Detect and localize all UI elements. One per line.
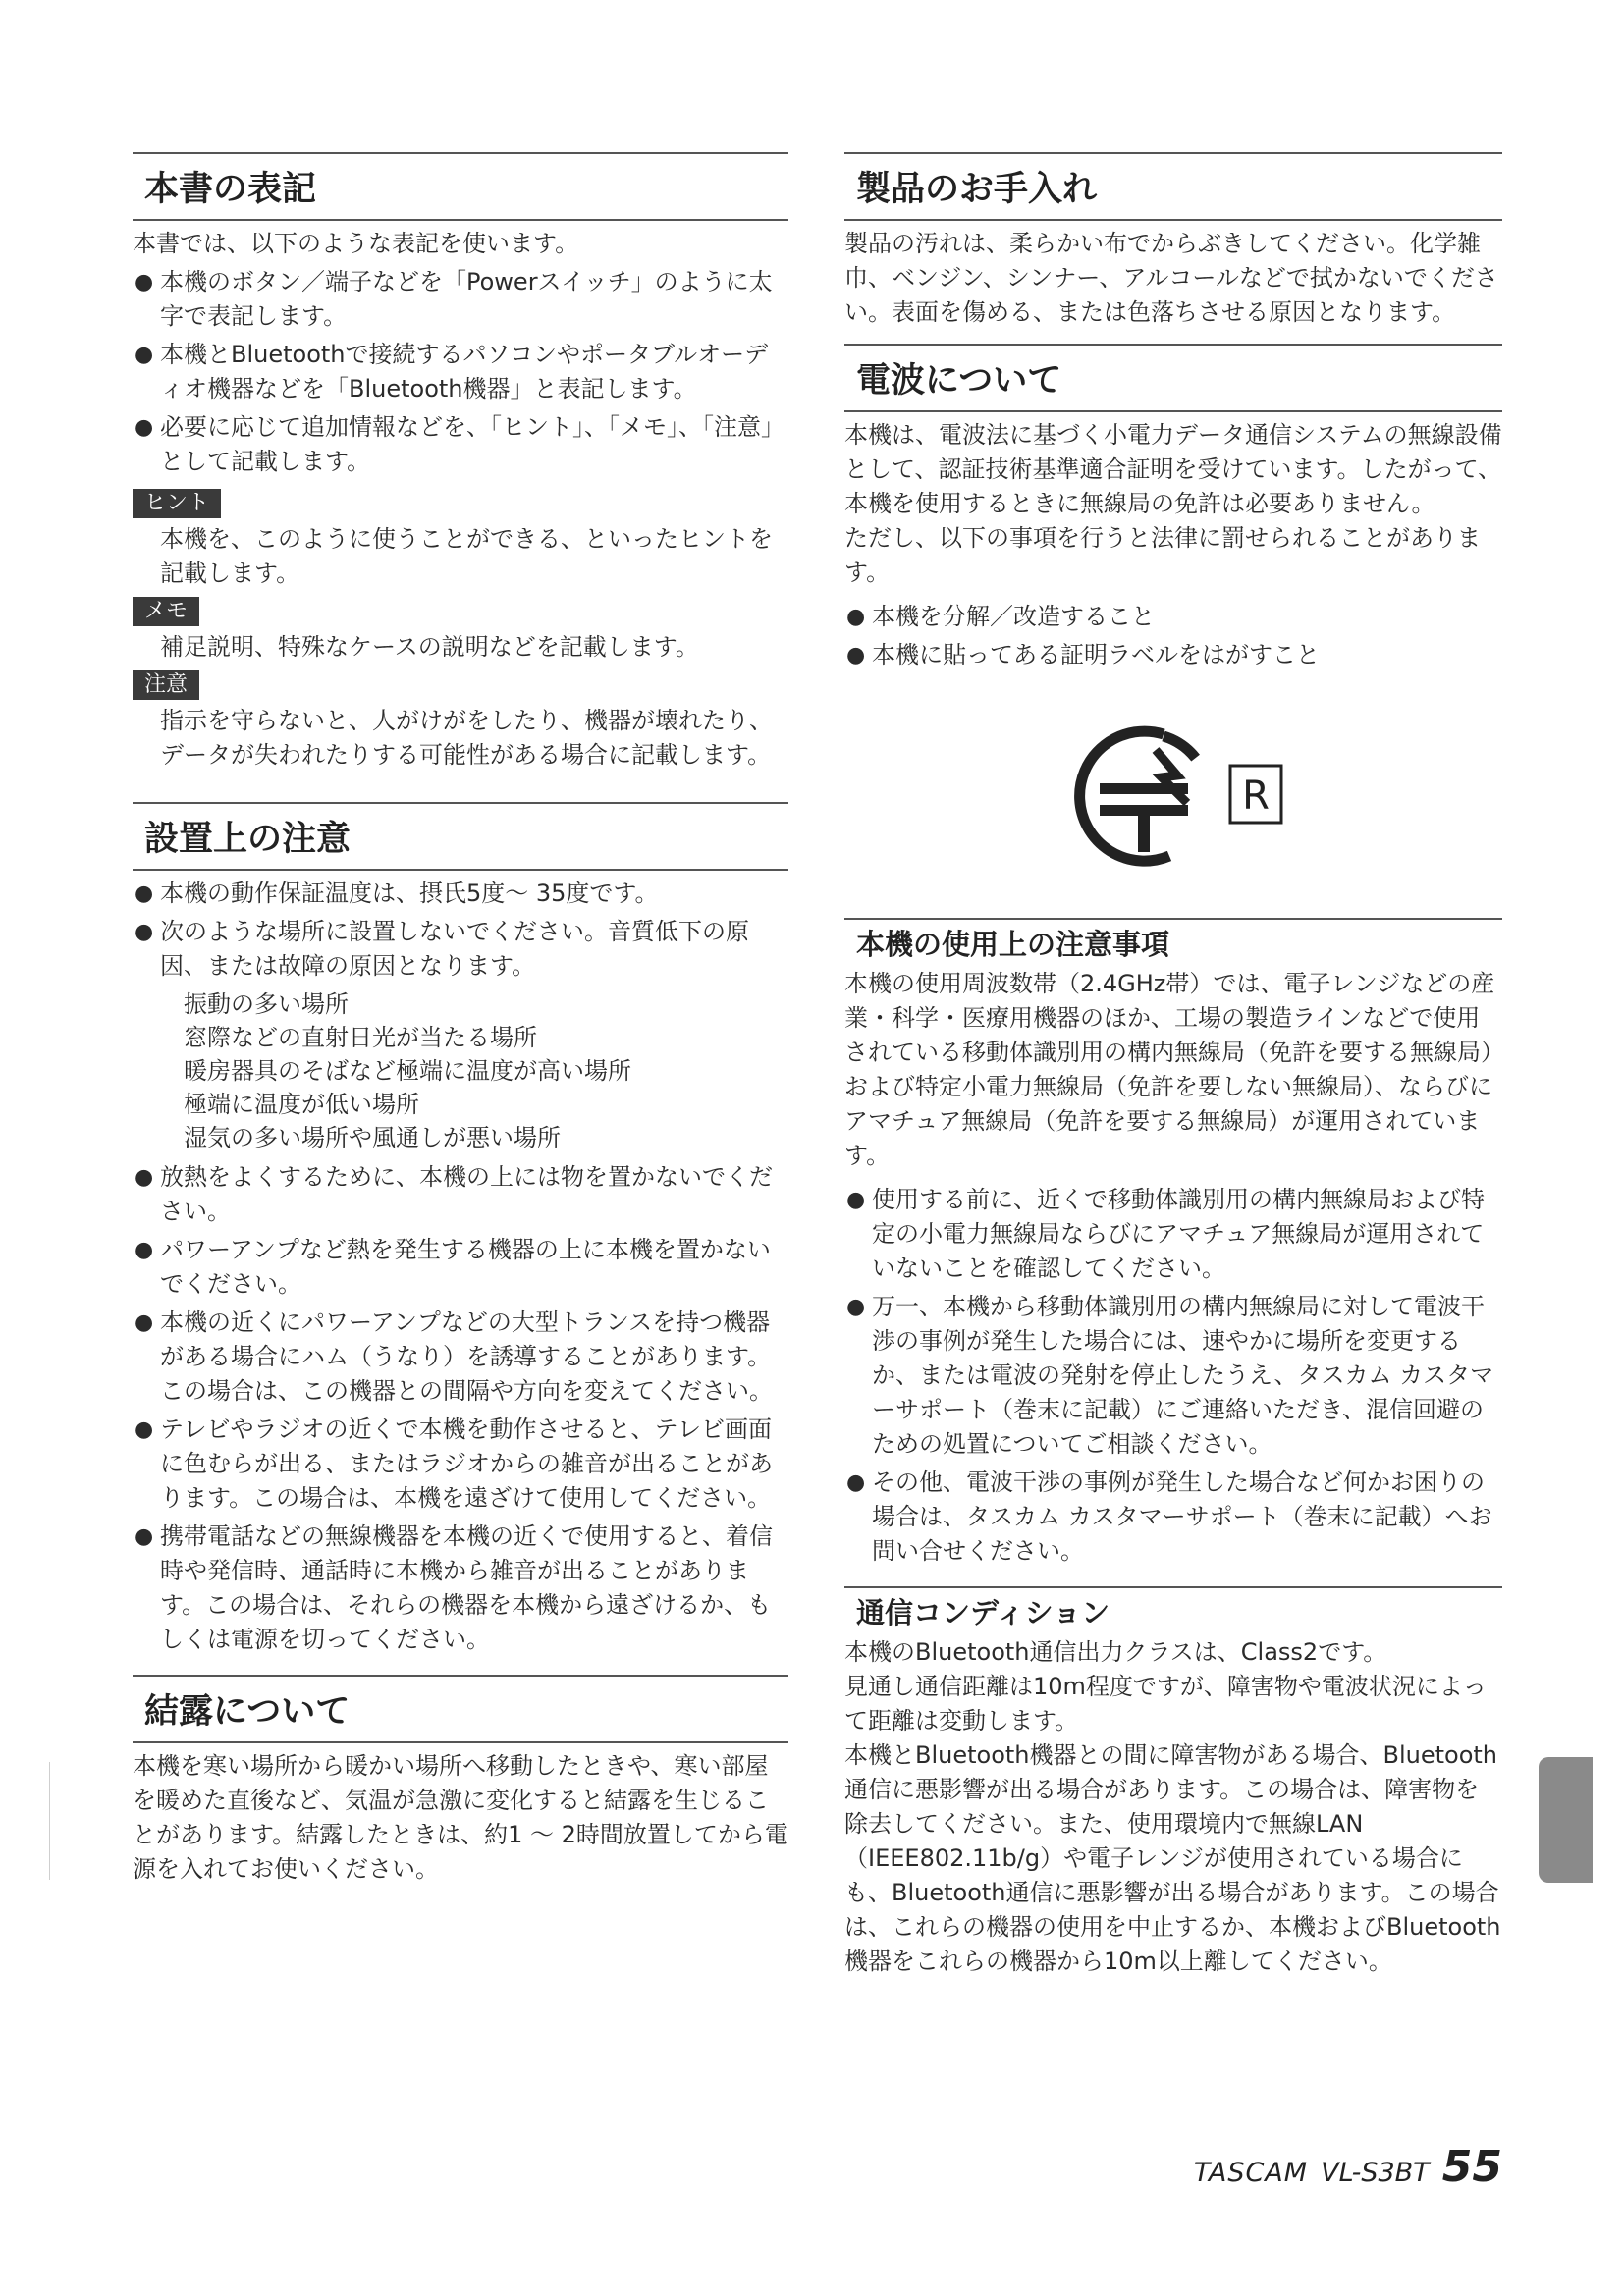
list-item: ● 次のような場所に設置しないでください。音質低下の原因、または故障の原因となります。 (133, 915, 788, 984)
page-number: 55 (1441, 2142, 1502, 2192)
list-item: ● 使用する前に、近くで移動体識別用の構内無線局および特定の小電力無線局ならびにアマチュア無線局が運用されていないことを確認してください。 (844, 1183, 1502, 1286)
bullet-icon: ● (846, 1188, 866, 1212)
bullet-icon: ● (135, 343, 154, 367)
list-item: 極端に温度が低い場所 (184, 1091, 419, 1118)
section-usage (844, 918, 1502, 1569)
hint-text: 本機を、このように使うことができる、といったヒントを記載します。 (160, 525, 773, 587)
section-condensation (133, 1675, 788, 1887)
list-item: ● パワーアンプなど熱を発生する機器の上に本機を置かないでください。 (133, 1233, 788, 1302)
footer-model: VL-S3BT (1321, 2158, 1430, 2188)
caution-label: 注意 (133, 670, 199, 700)
chapter-side-tab (1539, 1757, 1593, 1883)
radio-text-1: 本機は、電波法に基づく小電力データ通信システムの無線設備として、認証技術基準適合証明を受けています。したがって、本機を使用するときに無線局の免許は必要ありません。 (844, 421, 1502, 517)
bullet-icon: ● (135, 881, 154, 906)
hint-label: ヒント (133, 489, 221, 518)
comm-text-2: 見通し通信距離は10m程度ですが、障害物や電波状況によって距離は変動します。 (844, 1673, 1487, 1735)
bullet-icon: ● (846, 643, 866, 667)
list-item: ● 本機に貼ってある証明ラベルをはがすこと (844, 638, 1502, 672)
bullet-icon: ● (846, 1470, 866, 1495)
usage-text: 本機の使用周波数帯（2.4GHz帯）では、電子レンジなどの産業・科学・医療用機器のほか、工場の製造ラインなどで使用されている移動体識別用の構内無線局（免許を要する無線局）および特定小電力無線局（免許を要しない無線局）、ならびにアマチュア無線局（免許を要する無線局）が運用されています。 (844, 970, 1495, 1169)
heading-condensation: 結露について (133, 1675, 788, 1743)
unsuitable-places (133, 988, 788, 1154)
bullet-icon: ● (135, 1524, 154, 1549)
list-item: ● その他、電波干渉の事例が発生した場合など何かお困りの場合は、タスカム カスタマーサポート（巻末に記載）へお問い合せください。 (844, 1466, 1502, 1569)
list-item: ● 放熱をよくするために、本機の上には物を置かないでください。 (133, 1160, 788, 1229)
margin-line (49, 1762, 50, 1880)
right-column (844, 152, 1502, 1979)
list-item: 湿気の多い場所や風通しが悪い場所 (184, 1124, 561, 1151)
care-text: 製品の汚れは、柔らかい布でからぶきしてください。化学雑巾、ベンジン、シンナー、アルコールなどで拭かないでください。表面を傷める、または色落ちさせる原因となります。 (844, 230, 1498, 326)
installation-bullets (133, 877, 788, 984)
comm-text-3: 本機とBluetooth機器との間に障害物がある場合、Bluetooth通信に悪影響が出る場合があります。この場合は、障害物を除去してください。また、使用環境内で無線LAN（IEEE802.11b/g）や電子レンジが使用されている場合にも、Bluetooth通信に悪影響が出る場合があります。この場合は、これらの機器の使用を中止するか、本機およびBluetooth機器をこれらの機器から10m以上離してください。 (844, 1741, 1501, 1975)
notation-intro: 本書では、以下のような表記を使います。 (133, 230, 579, 257)
radio-text-2: ただし、以下の事項を行うと法律に罰せられることがあります。 (844, 524, 1481, 586)
list-item: ● 本機の動作保証温度は、摂氏5度～ 35度です。 (133, 877, 788, 911)
heading-usage: 本機の使用上の注意事項 (844, 918, 1502, 967)
heading-radio: 電波について (844, 344, 1502, 412)
radio-bullets (844, 600, 1502, 672)
list-item: ● 本機とBluetoothで接続するパソコンやポータブルオーディオ機器などを「Bluetooth機器」と表記します。 (133, 338, 788, 406)
list-item: ● 本機のボタン／端子などを「Powerスイッチ」のように太字で表記します。 (133, 265, 788, 334)
heading-care: 製品のお手入れ (844, 152, 1502, 221)
list-item: ● テレビやラジオの近くで本機を動作させると、テレビ画面に色むらが出る、またはラジオからの雑音が出ることがあります。この場合は、本機を遠ざけて使用してください。 (133, 1413, 788, 1516)
bullet-icon: ● (135, 920, 154, 944)
bullet-icon: ● (135, 1165, 154, 1190)
footer-brand: TASCAM (1193, 2158, 1309, 2188)
section-comm (844, 1586, 1502, 1979)
caution-text: 指示を守らないと、人がけがをしたり、機器が壊れたり、データが失われたりする可能性がある場合に記載します。 (160, 707, 773, 769)
bullet-icon: ● (846, 605, 866, 629)
list-item: ● 携帯電話などの無線機器を本機の近くで使用すると、着信時や発信時、通話時に本機から雑音が出ることがあります。この場合は、それらの機器を本機から遠ざけるか、もしくは電源を切ってください。 (133, 1520, 788, 1657)
list-item: 振動の多い場所 (184, 990, 349, 1018)
comm-text-1: 本機のBluetooth通信出力クラスは、Class2です。 (844, 1638, 1387, 1666)
heading-notation: 本書の表記 (133, 152, 788, 221)
list-item: ● 万一、本機から移動体識別用の構内無線局に対して電波干渉の事例が発生した場合には、速やかに場所を変更するか、または電波の発射を停止したうえ、タスカム カスタマーサポート（巻末に記載）にご連絡いただき、混信回避のための処置についてご相談ください。 (844, 1290, 1502, 1462)
section-notation (133, 152, 788, 773)
bullet-icon: ● (135, 1238, 154, 1262)
memo-label: メモ (133, 597, 199, 626)
list-item: ● 必要に応じて追加情報などを、「ヒント」、「メモ」、「注意」として記載します。 (133, 410, 788, 479)
heading-comm: 通信コンディション (844, 1586, 1502, 1635)
section-radio (844, 344, 1502, 879)
notation-bullets (133, 265, 788, 479)
bullet-icon: ● (846, 1295, 866, 1319)
bullet-icon: ● (135, 270, 154, 294)
list-item: 窓際などの直射日光が当たる場所 (184, 1024, 537, 1051)
section-care (844, 152, 1502, 330)
section-installation (133, 802, 788, 1657)
mark-r-letter: R (1242, 774, 1270, 819)
list-item: ● 本機を分解／改造すること (844, 600, 1502, 634)
memo-text: 補足説明、特殊なケースの説明などを記載します。 (160, 633, 699, 661)
bullet-icon: ● (135, 415, 154, 440)
list-item: ● 本機の近くにパワーアンプなどの大型トランスを持つ機器がある場合にハム（うなり）を誘導することがあります。この場合は、この機器との間隔や方向を変えてください。 (133, 1306, 788, 1409)
bullet-icon: ● (135, 1310, 154, 1335)
left-column (133, 152, 788, 1887)
installation-bullets-rest (133, 1160, 788, 1657)
technical-conformity-mark (844, 702, 1502, 879)
page-footer (1168, 2142, 1502, 2192)
condensation-text: 本機を寒い場所から暖かい場所へ移動したときや、寒い部屋を暖めた直後など、気温が急激に変化すると結露を生じることがあります。結露したときは、約1 ～ 2時間放置してから電源を入れてお使いください。 (133, 1752, 788, 1883)
list-item: 暖房器具のそばなど極端に温度が高い場所 (184, 1057, 631, 1085)
bullet-icon: ● (135, 1417, 154, 1442)
usage-bullets (844, 1183, 1502, 1569)
heading-installation: 設置上の注意 (133, 802, 788, 871)
giteki-mark-icon (1046, 707, 1301, 874)
